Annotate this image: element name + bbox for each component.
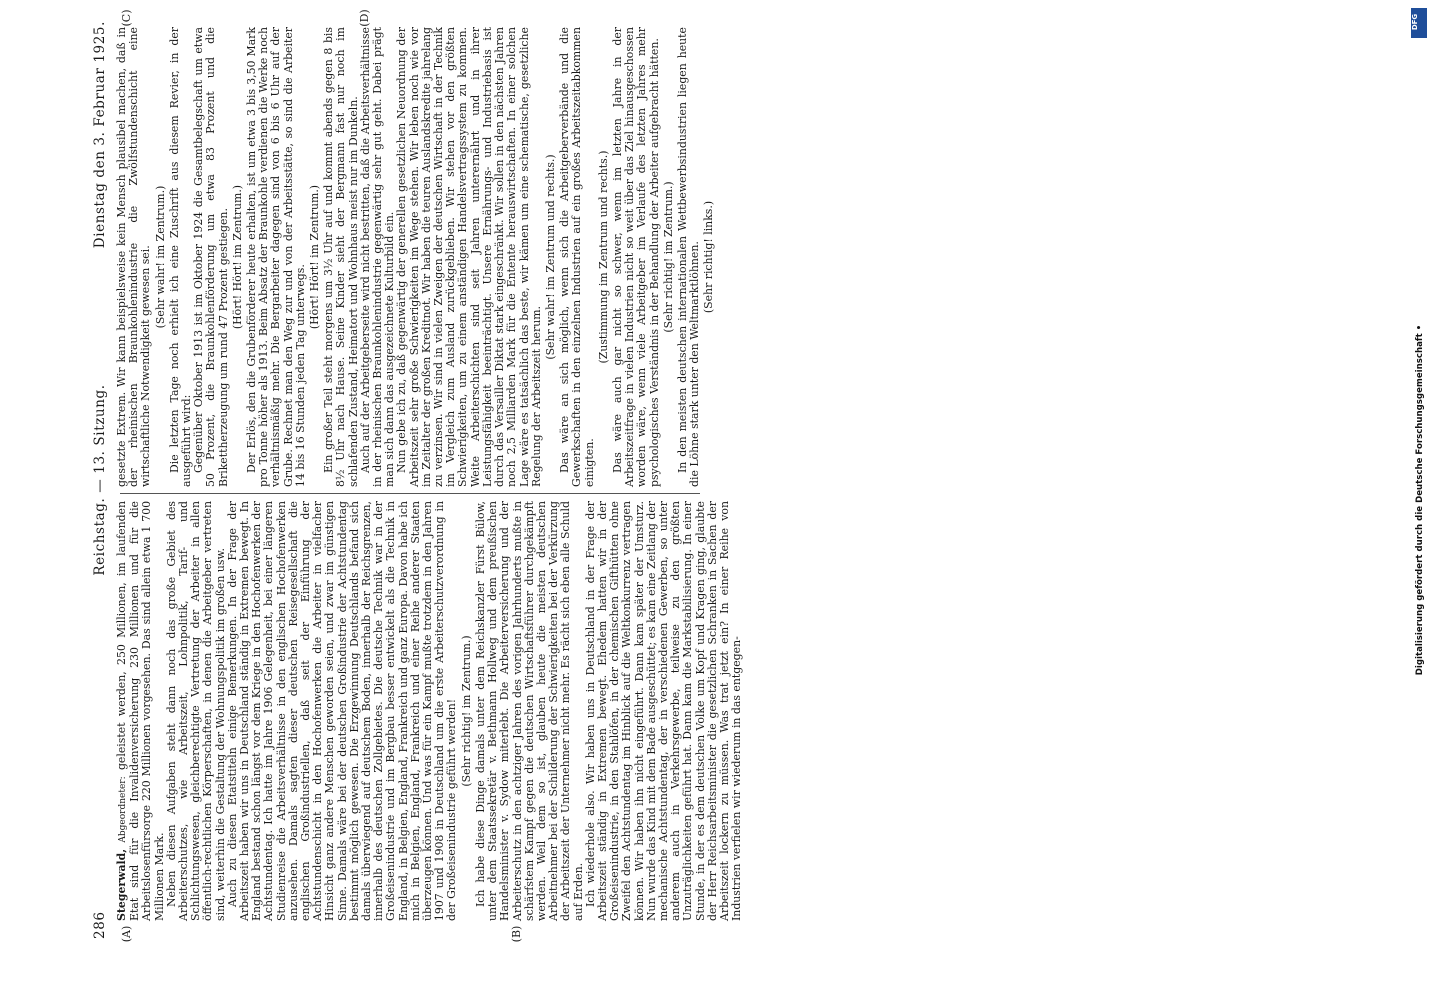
paragraph: In den meisten deutschen internationalen Wettbewerbsindustrien liegen heute die Löhne stark unter den Weltmarktlöhnen. — [675, 27, 702, 487]
interjection: (Sehr richtig! im Zentrum.) — [459, 635, 473, 787]
speaker-role: Abgeordneter: — [118, 776, 128, 843]
margin-mark-c: (C) — [120, 9, 133, 27]
quotation: Der Erlös, den die Grubenförderer heute erhalten, ist um etwa 3 bis 3,50 Mark pro Tonne höher als 1913. Beim Absatz der Braunkohle verdienen die Werke noch verhältnismäßig mehr. Die Bergarbeiter dagegen sind von 6 bis 6 Uhr auf der Grube. Rechnet man den Weg zur und von der Arbeitsstätte, so sind die Arbeiter 14 bis 16 Stunden jeden Tag unterwegs. — [245, 27, 307, 487]
paragraph: Ich habe diese Dinge damals unter dem Reichskanzler Fürst Bülow, unter dem Staatssekretär v. Bethmann Hollweg und dem preußischen Handelsminister v. Sydow miterlebt. Die Arbeiterversicherung und der Arbeiterschutz in den achtziger Jahren des vorigen Jahrhunderts mußte in schärfstem Kampf gegen die deutschen Wirtschaftsführer durchgekämpft werden. Weil dem so ist, glauben heute die meisten deutschen Arbeitnehmer bei der Schilderung der Schwierigkeiten bei der Verkürzung der Arbeitszeit der Unternehmer nicht mehr. Es rächt sich eben alle Schuld auf Erden. — [473, 501, 585, 921]
paragraph: gesetzte Extrem. Wir kann beispielsweise kein Mensch plausibel machen, daß in der rheinischen Braunkohlenindustrie die Zwölfstundenschicht eine wirtschaftliche Notwendigkeit gewesen sei. — [115, 27, 153, 487]
paragraph: Auch zu diesen Etatstiteln einige Bemerkungen. In der Frage der Arbeitszeit haben wir uns in Deutschland ständig in Extremen bewegt. In England bestand schon längst vor dem Kriege in den Hochofenwerken der Achtstundentag. Ich hatte im Jahre 1906 Gelegenheit, bei einer längeren Studienreise die Arbeitsverhältnisse in den englischen Hochofenwerken anzusehen. Damals sagten dieser deutschen Reisegesellschaft die englischen Großindustriellen, daß seit der Einführung der Achtstundenschicht in den Hochofenwerken die Arbeiter in vielfacher Hinsicht ganz andere Menschen geworden seien, und zwar im günstigen Sinne. Damals wäre bei der deutschen Großindustrie der Achtstundentag bestimmt möglich gewesen. Die Erzgewinnung Deutschlands befand sich damals überwiegend auf deutschem Boden, innerhalb der Reichsgrenzen, innerhalb des deutschen Zollgebietes. Die deutsche Technik war in der Großeisenindustrie und im Bergbau besser entwickelt als die Technik in England, in Belgien, England, Frankreich und ganz Europa. Davon habe ich mich in Belgien, England, Frankreich und einer Reihe anderer Staaten überzeugen können. Und was für ein Kampf mußte trotzdem in den Jahren 1907 und 1908 in Deutschland um die erste Arbeiterschutzverordnung in der Großeisenindustrie geführt werden! — [225, 501, 459, 921]
margin-mark-d: (D) — [358, 9, 371, 27]
page-header — [90, 15, 112, 945]
digitization-credit: Digitalisierung gefördert durch die Deutsche Forschungsgemeinschaft • — [1415, 324, 1425, 676]
paragraph: Neben diesen Aufgaben steht dann noch das große Gebiet des Arbeiterschutzes, wie Arbeitszeit, Lohnpolitik, Tarif- und Schlichtungswesen, gleichberechtigte Vertretung der Arbeiter in allen öffentlich-rechtlichen Körperschaften, in denen die Arbeitgeber vertreten sind, weiterhin die Gestaltung der Wohnungspolitik im großen usw. — [164, 501, 227, 921]
right-column — [115, 27, 716, 487]
interjection: (Hört! Hört! im Zentrum.) — [308, 184, 322, 330]
digitization-stamp — [1410, 0, 1430, 1000]
interjection: (Sehr richtig! links.) — [702, 200, 716, 314]
paragraph: Ich wiederhole also. Wir haben uns in Deutschland in der Frage der Arbeitszeit ständig in Extremen bewegt. Ehedem hatten wir in der Großeisenindustrie, in den Stahlöfen, in der chemischen Gifthütten ohne Zweifel den Achtstundentag im Hinblick auf die Weltkonkurrenz vertragen können. Wir haben ihn nicht eingeführt. Dann kam später der Umsturz. Nun wurde das Kind mit dem Bade ausgeschüttet; es kam eine Zeitlang der mechanische Achtstundentag, der in verschiedenen Gewerben, so unter anderem auch in Verkehrsgewerbe, teilweise zu den größten Unzuträglichkeiten geführt hat. Dann kam die Markstabilisierung. In einer Stunde, in der es dem deutschen Volke um Kopf und Kragen ging, glaubte der Herr Reichsarbeitsminister die gesetzlichen Schranken in Sachen der Arbeitszeit lockern zu müssen. Was trat jetzt ein? In einer Reihe von Industrien verfielen wir wiederum in das entgegen- — [583, 501, 744, 921]
session-date: Dienstag den 3. Februar 1925. — [92, 21, 108, 249]
quotation: Gegenüber Oktober 1913 ist im Oktober 1924 die Gesamtbelegschaft um etwa 50 Prozent, die Braunkohlenförderung um etwa 83 Prozent und die Brikettherzeugung um rund 47 Prozent gestiegen. — [192, 27, 230, 487]
margin-mark-b: (B) — [510, 925, 523, 943]
paragraph: Stegerwald, Abgeordneter: geleistet werden, 250 Millionen, im laufenden Etat sind für die Invalidenversicherung 230 Millionen und für die Arbeitslosenfürsorge 220 Millionen vorgesehen. Das sind allein etwa 1 700 Millionen Mark. — [115, 500, 166, 921]
interjection: (Zustimmung im Zentrum und rechts.) — [596, 150, 610, 364]
margin-mark-a: (A) — [120, 925, 133, 943]
publication-title: Reichstag. — 13. Sitzung. — [92, 384, 108, 576]
left-column — [115, 500, 744, 921]
interjection: (Sehr wahr! im Zentrum und rechts.) — [543, 154, 557, 360]
paragraph: Nun gebe ich zu, daß gegenwärtig der generellen gesetzlichen Neuordnung der Arbeitszeit sehr große Schwierigkeiten im Wege stehen. Wir leben noch wie vor im Zeitalter der großen Kreditnot. Wir haben die teuren Auslandskredite jahrelang zu verzinsen. Wir sind in vielen Zweigen der deutschen Wirtschaft in der Technik im Vergleich zum Ausland zurückgeblieben. Wir stehen vor den größten Schwierigkeiten, um zu einem anständigen Handelsvertragssystem zu kommen. Weite Arbeiterschichten sind seit Jahren unterernährt und in ihrer Leistungsfähigkeit beeinträchtigt. Unsere Ernährungs- und Industriebasis ist durch das Versailler Diktat stark eingeschränkt. Wir sollen in den nächsten Jahren noch 2,5 Milliarden Mark für die Entente herauswirtschaften. In einer solchen Lage wäre es tatsächlich das beste, wir kämen um eine schematische, gesetzliche Regelung der Arbeitszeit herum. — [395, 27, 543, 487]
paragraph: Das wäre an sich möglich, wenn sich die Arbeitgeberverbände und die Gewerkschaften in den einzelnen Industrien auf ein großes Arbeitszeitabkommen einigten. — [558, 27, 596, 487]
interjection: (Hört! Hört! im Zentrum.) — [230, 184, 244, 330]
dfg-logo: DFG — [1411, 8, 1427, 38]
interjection: (Sehr wahr! im Zentrum.) — [153, 185, 167, 329]
column-divider — [120, 493, 700, 494]
paragraph: Ein großer Teil steht morgens um 3½ Uhr auf und kommt abends gegen 8 bis 8½ Uhr nach Hause. Seine Kinder sieht der Bergmann fast nur noch im schlafenden Zustand, Heimatort und Wohnhaus meist nur im Dunkeln. — [322, 27, 360, 487]
paragraph: Die letzten Tage noch erhielt ich eine Zuschrift aus diesem Revier, in der ausgeführt wird: — [167, 27, 194, 487]
paragraph: Das wäre auch gar nicht so schwer, wenn im letzten Jahre in der Arbeitszeitfrage in vielen Industrien nicht so weit über das Ziel hinausgeschossen worden wäre, wenn viele Arbeitgeber im Verlaufe des letzten Jahres mehr psychologisches Verständnis in der Behandlung der Arbeiter aufgebracht hätten. — [610, 27, 661, 487]
speaker-name: Stegerwald, — [115, 848, 128, 921]
interjection: (Sehr richtig! im Zentrum.) — [661, 181, 675, 333]
paragraph: Auch auf der Arbeitgeberseite wird nicht bestritten, daß die Arbeitsverhältnisse in der rheinischen Braunkohlenindustrie gegenwärtig sehr gut geht. Dabei prägt man sich dann das ausgezeichnete Kulturbild ein. — [358, 27, 397, 487]
scanned-page — [90, 9, 744, 945]
page-number: 286 — [92, 911, 108, 939]
